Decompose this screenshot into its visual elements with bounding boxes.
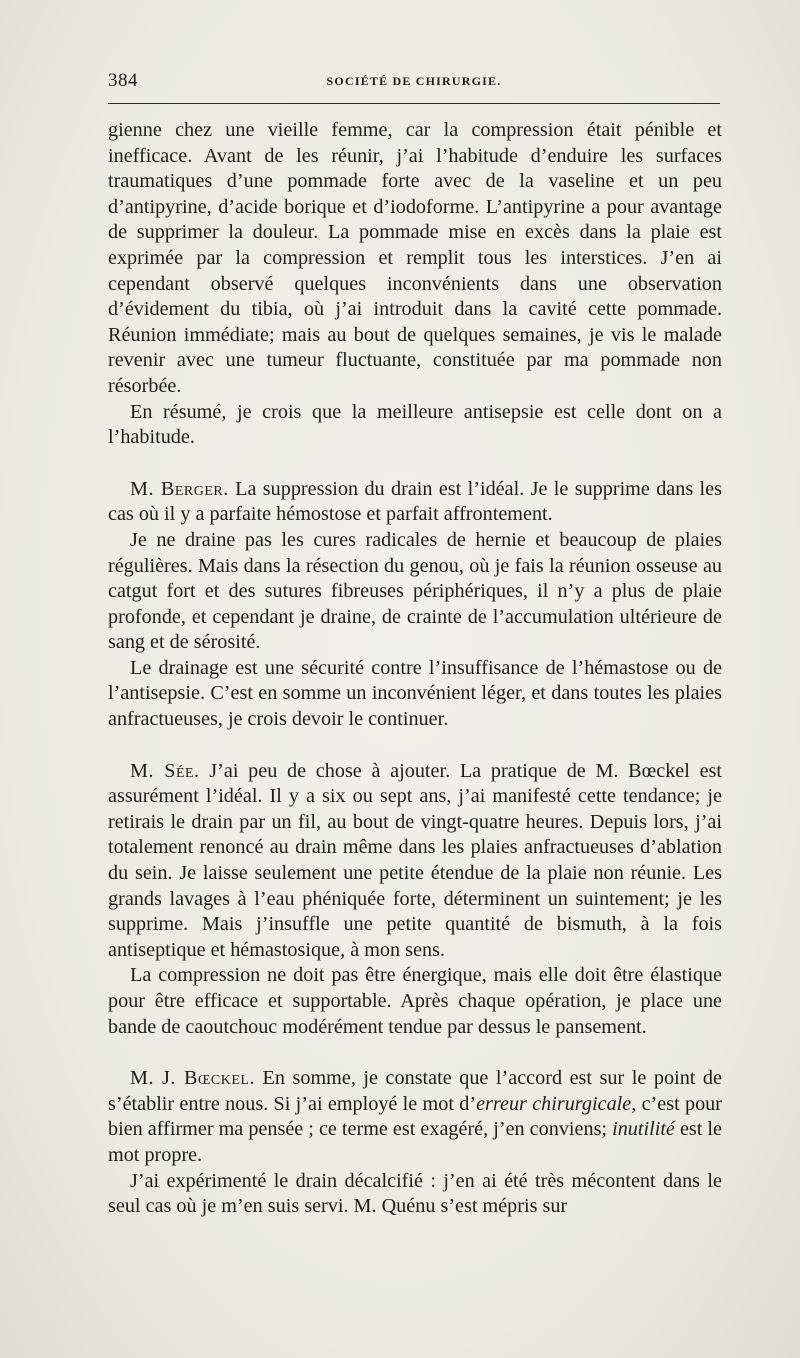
page-number: 384 [108, 70, 138, 91]
paragraph: J’ai expérimenté le drain décalcifié : j’en ai été très mécontent dans le seul cas où je m’en suis servi. M. Quénu s’est mépris sur [108, 1169, 722, 1218]
italic-term: erreur chirurgicale, [476, 1092, 637, 1115]
speaker-name: M. Berger. [130, 477, 229, 500]
paragraph: La compression ne doit pas être énergique, mais elle doit être élastique pour être efficace et supportable. Après chaque opération, je place une bande de caoutchouc modérément tendue par dessus le pansement. [108, 964, 722, 1038]
paragraph-speaker-see: M. Sée. J’ai peu de chose à ajouter. La pratique de M. Bœckel est assurément l’idéal. Il y a six ou sept ans, j’ai manifesté cette tendance; je retirais le drain par un fil, au bout de vingt-quatre heures. Depuis lors, j’ai totalement renoncé au drain même dans les plaies anfractueuses d’ablation du sein. Je laisse seulement une petite étendue de la plaie non réunie. Les grands lavages à l’eau phéniquée forte, déterminent un suintement; je les supprime. Mais j’insuffle une petite quantité de bismuth, à la fois antiseptique et hémastosique, à mon sens. [108, 759, 722, 961]
running-head: SOCIÉTÉ DE CHIRURGIE. [326, 74, 502, 88]
speaker-name: M. J. Bœckel. [130, 1067, 256, 1090]
paragraph-speaker-berger: M. Berger. La suppression du drain est l’idéal. Je le supprime dans les cas où il y a parfaite hémostose et parfait affrontement. [108, 477, 722, 526]
header-rule [108, 103, 720, 104]
body-text [108, 118, 722, 1220]
paragraph: Le drainage est une sécurité contre l’insuffisance de l’hémastose ou de l’antisepsie. C’est en somme un inconvénient léger, et dans toutes les plaies anfractueuses, je crois devoir le continuer. [108, 656, 722, 731]
italic-term: inutilité [612, 1118, 675, 1141]
paragraph: Je ne draine pas les cures radicales de hernie et beaucoup de plaies régulières. Mais dans la résection du genou, où je fais la réunion osseuse au catgut fort et des sutures fibreuses périphériques, il n’y a plus de plaie profonde, et cependant je draine, de crainte de l’accumulation ultérieure de sang et de sérosité. [108, 528, 722, 654]
paragraph-continued: gienne chez une vieille femme, car la compression était pénible et inefficace. Avant de les réunir, j’ai l’habitude d’enduire les surfaces traumatiques d’une pommade forte avec de la vaseline et un peu d’antipyrine, d’acide borique et d’iodoforme. L’antipyrine a pour avantage de supprimer la douleur. La pommade mise en excès dans la plaie est exprimée par la compression et remplit tous les interstices. J’en ai cependant observé quelques inconvénients dans une observation d’évidement du tibia, où j’ai introduit dans la cavité cette pommade. Réunion immédiate; mais au bout de quelques semaines, je vis le malade revenir avec une tumeur fluctuante, constituée par ma pommade non résorbée. [108, 119, 722, 397]
speaker-name: M. Sée. [130, 759, 200, 782]
paragraph-speaker-boeckel: M. J. Bœckel. En somme, je constate que l’accord est sur le point de s’établir entre nous. Si j’ai employé le mot d’erreur chirurgicale, c’est pour bien affirmer ma pensée ; ce terme est exagéré, j’en conviens; inutilité est le mot propre. [108, 1067, 722, 1166]
paragraph: En résumé, je crois que la meilleure antisepsie est celle dont on a l’habitude. [108, 400, 722, 449]
page-header [108, 70, 720, 94]
